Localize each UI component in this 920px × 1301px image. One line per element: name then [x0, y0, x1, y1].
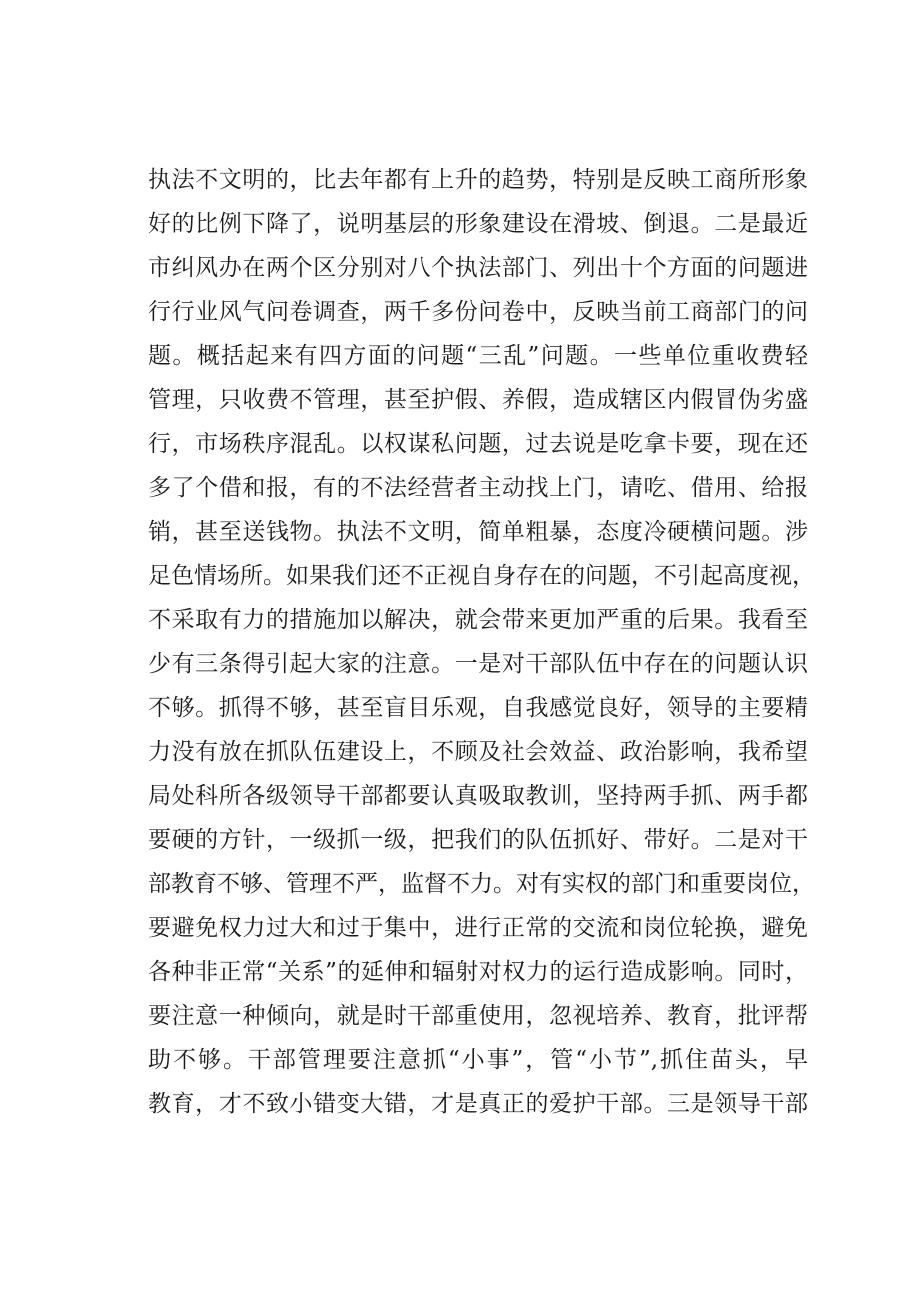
text-line-22: 教育，才不致小错变大错，才是真正的爱护干部。三是领导干部: [148, 1091, 808, 1117]
text-line-20: 要注意一种倾向，就是时干部重使用，忽视培养、教育，批评帮: [148, 1003, 808, 1029]
text-line-1: 执法不文明的，比去年都有上升的趋势，特别是反映工商所形象: [148, 167, 808, 193]
text-line-3: 市纠风办在两个区分别对八个执法部门、列出十个方面的问题进: [148, 255, 808, 281]
text-line-19: 各种非正常“关系”的延伸和辐射对权力的运行造成影响。同时，: [148, 959, 808, 985]
text-line-8: 多了个借和报，有的不法经营者主动找上门，请吃、借用、给报: [148, 475, 808, 501]
text-line-18: 要避免权力过大和过于集中，进行正常的交流和岗位轮换，避免: [148, 915, 808, 941]
text-line-6: 管理，只收费不管理，甚至护假、养假，造成辖区内假冒伪劣盛: [148, 387, 808, 413]
text-line-9: 销，甚至送钱物。执法不文明，简单粗暴，态度冷硬横问题。涉: [148, 519, 808, 545]
text-line-16: 要硬的方针，一级抓一级，把我们的队伍抓好、带好。二是对干: [148, 827, 808, 853]
text-line-21: 助不够。干部管理要注意抓“小事”，管“小节”,抓住苗头，早: [148, 1047, 808, 1073]
text-line-13: 不够。抓得不够，甚至盲目乐观，自我感觉良好，领导的主要精: [148, 695, 808, 721]
text-line-12: 少有三条得引起大家的注意。一是对干部队伍中存在的问题认识: [148, 651, 808, 677]
text-line-15: 局处科所各级领导干部都要认真吸取教训，坚持两手抓、两手都: [148, 783, 808, 809]
text-line-4: 行行业风气问卷调查，两千多份问卷中，反映当前工商部门的问: [148, 299, 808, 325]
text-line-5: 题。概括起来有四方面的问题“三乱”问题。一些单位重收费轻: [148, 343, 808, 369]
text-line-10: 足色情场所。如果我们还不正视自身存在的问题，不引起高度视，: [148, 563, 815, 589]
text-line-17: 部教育不够、管理不严，监督不力。对有实权的部门和重要岗位，: [148, 871, 815, 897]
body-text: [148, 158, 815, 1126]
text-line-2: 好的比例下降了，说明基层的形象建设在滑坡、倒退。二是最近: [148, 211, 808, 237]
text-line-7: 行，市场秩序混乱。以权谋私问题，过去说是吃拿卡要，现在还: [148, 431, 808, 457]
text-line-11: 不采取有力的措施加以解决，就会带来更加严重的后果。我看至: [148, 607, 808, 633]
text-line-14: 力没有放在抓队伍建设上，不顾及社会效益、政治影响，我希望: [148, 739, 808, 765]
